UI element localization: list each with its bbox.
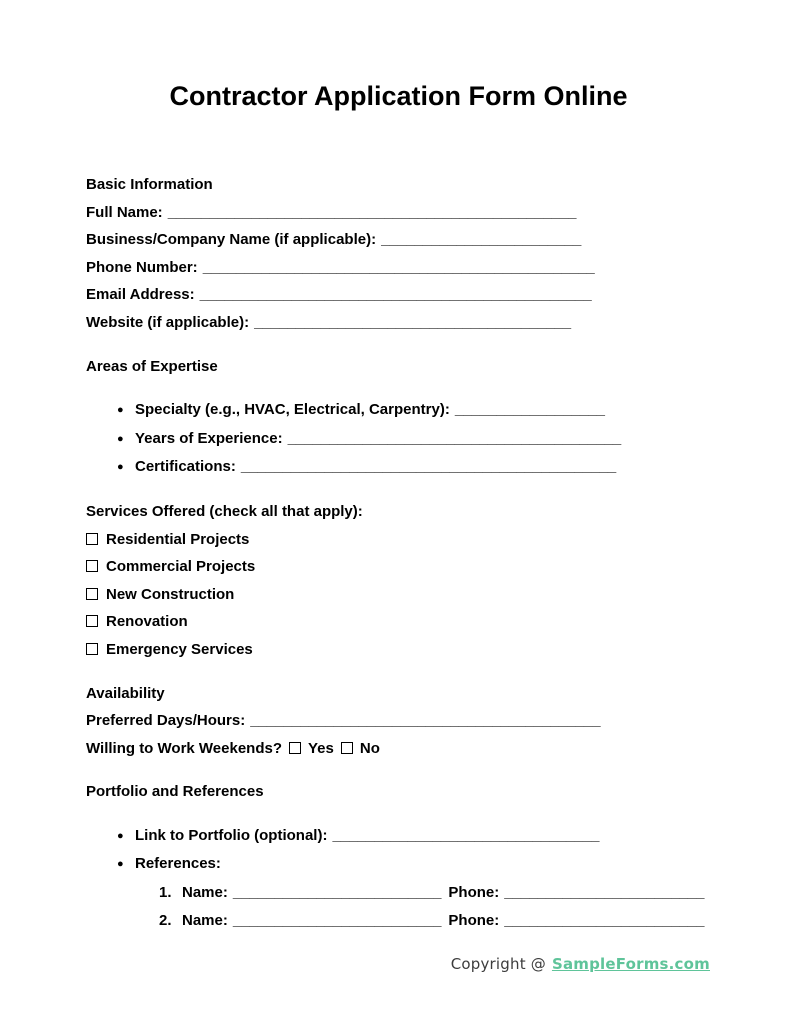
section-heading-portfolio-references: Portfolio and References bbox=[86, 783, 264, 801]
copyright-text: Copyright @ bbox=[450, 955, 546, 973]
bullet-item-years-experience bbox=[86, 425, 711, 454]
checkbox-icon bbox=[86, 588, 98, 600]
field-label: Phone Number: bbox=[86, 258, 198, 276]
fill-in-blank: _______________________________________________ bbox=[199, 286, 592, 304]
section-gap bbox=[86, 762, 711, 778]
section-heading-availability: Availability bbox=[86, 684, 165, 702]
bullet-item-portfolio-link bbox=[86, 822, 711, 851]
field-label: Name: bbox=[182, 911, 228, 929]
field-label: Willing to Work Weekends? bbox=[86, 739, 282, 757]
section-heading-areas-of-expertise: Areas of Expertise bbox=[86, 357, 218, 375]
checkbox-label: New Construction bbox=[106, 585, 235, 603]
bullet-item-certifications bbox=[86, 453, 711, 482]
page-title: Contractor Application Form Online bbox=[169, 81, 628, 111]
bullet-icon: ● bbox=[117, 829, 124, 842]
no-option-label: No bbox=[359, 739, 380, 757]
field-label: Website (if applicable): bbox=[86, 313, 250, 331]
section-gap bbox=[86, 482, 711, 498]
list-number: 1. bbox=[159, 884, 172, 902]
field-willing-to-work-weekends bbox=[86, 735, 711, 763]
field-label: Specialty (e.g., HVAC, Electrical, Carpentry): bbox=[135, 401, 450, 419]
bullet-icon: ● bbox=[117, 858, 124, 871]
field-phone-number bbox=[86, 254, 711, 282]
field-label: Phone: bbox=[448, 884, 500, 902]
field-label: Certifications: bbox=[135, 458, 236, 476]
checkbox-icon bbox=[86, 533, 98, 545]
fill-in-blank: ______________________________________ bbox=[254, 313, 572, 331]
section-gap bbox=[86, 380, 711, 396]
section-heading-basic-information: Basic Information bbox=[86, 176, 213, 193]
field-preferred-days-hours bbox=[86, 707, 711, 735]
checkbox-icon bbox=[86, 560, 98, 572]
section-gap bbox=[86, 664, 711, 680]
fill-in-blank: _______________________________________________ bbox=[202, 258, 595, 276]
fill-in-blank: _____________________________________________ bbox=[240, 458, 617, 476]
checkbox-icon bbox=[86, 643, 98, 655]
checkbox-label: Commercial Projects bbox=[106, 558, 256, 576]
checkbox-option-emergency-services bbox=[86, 636, 711, 664]
form-body bbox=[86, 171, 711, 934]
yes-option-label: Yes bbox=[308, 739, 334, 757]
fill-in-blank: ________________________ bbox=[504, 911, 705, 929]
checkbox-option-new-construction bbox=[86, 581, 711, 609]
bullet-icon: ● bbox=[117, 432, 124, 445]
bullet-icon: ● bbox=[117, 461, 124, 474]
section-heading-services-offered: Services Offered (check all that apply): bbox=[86, 502, 363, 520]
fill-in-blank: ________________________________ bbox=[332, 826, 600, 844]
fill-in-blank: _________________________________________________ bbox=[167, 203, 577, 221]
field-label: Full Name: bbox=[86, 203, 163, 221]
reference-row-1 bbox=[86, 879, 711, 907]
field-label: Preferred Days/Hours: bbox=[86, 712, 246, 730]
section-gap bbox=[86, 806, 711, 822]
field-label: Phone: bbox=[448, 911, 500, 929]
section-gap bbox=[86, 337, 711, 353]
field-label: References: bbox=[135, 855, 221, 873]
bullet-item-references bbox=[86, 850, 711, 879]
field-label: Years of Experience: bbox=[135, 429, 283, 447]
checkbox-label: Renovation bbox=[106, 613, 188, 631]
checkbox-label: Emergency Services bbox=[106, 640, 253, 658]
fill-in-blank: ________________________ bbox=[381, 231, 582, 249]
fill-in-blank: ________________________________________ bbox=[287, 429, 622, 447]
fill-in-blank: ________________________ bbox=[504, 884, 705, 902]
fill-in-blank: _________________________ bbox=[232, 911, 442, 929]
list-number: 2. bbox=[159, 911, 172, 929]
checkbox-label: Residential Projects bbox=[106, 530, 250, 548]
checkbox-option-residential-projects bbox=[86, 526, 711, 554]
field-business-name bbox=[86, 226, 711, 254]
checkbox-icon bbox=[86, 615, 98, 627]
field-label: Name: bbox=[182, 884, 228, 902]
reference-row-2 bbox=[86, 907, 711, 935]
field-label: Link to Portfolio (optional): bbox=[135, 826, 328, 844]
checkbox-option-commercial-projects bbox=[86, 553, 711, 581]
footer bbox=[451, 953, 710, 975]
bullet-item-specialty bbox=[86, 396, 711, 425]
sampleforms-link[interactable]: SampleForms.com bbox=[551, 955, 710, 973]
checkbox-icon bbox=[341, 742, 353, 754]
bullet-icon: ● bbox=[117, 404, 124, 417]
fill-in-blank: __________________________________________ bbox=[250, 712, 601, 730]
field-full-name bbox=[86, 199, 711, 227]
field-email-address bbox=[86, 281, 711, 309]
checkbox-option-renovation bbox=[86, 608, 711, 636]
field-label: Business/Company Name (if applicable): bbox=[86, 231, 377, 249]
fill-in-blank: _________________________ bbox=[232, 884, 442, 902]
checkbox-icon bbox=[289, 742, 301, 754]
field-label: Email Address: bbox=[86, 286, 195, 304]
fill-in-blank: __________________ bbox=[454, 401, 605, 419]
field-website bbox=[86, 309, 711, 337]
